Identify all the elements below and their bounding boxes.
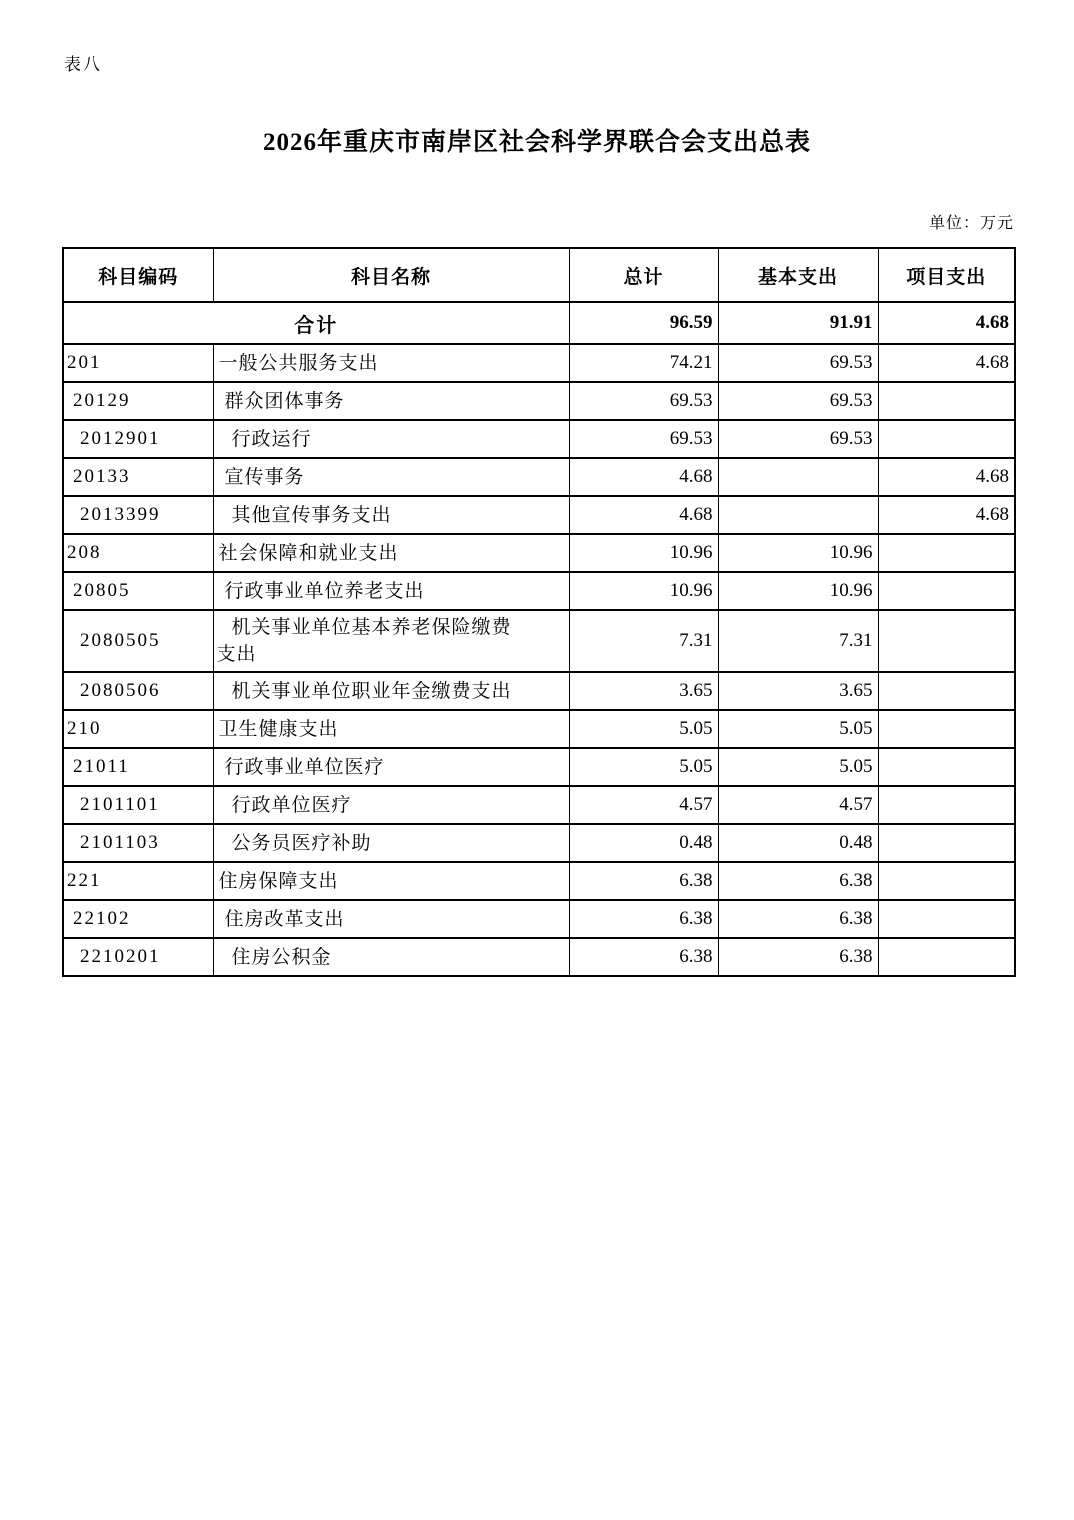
- basic-expenditure-cell: 69.53: [718, 420, 878, 458]
- budget-table: [62, 247, 1016, 977]
- table-row: [63, 382, 1015, 420]
- total-cell: 0.48: [569, 824, 718, 862]
- total-cell: 6.38: [569, 938, 718, 976]
- subject-code-cell: 2012901: [63, 420, 213, 458]
- table-row: [63, 672, 1015, 710]
- total-cell: 3.65: [569, 672, 718, 710]
- subject-name-cell: 行政运行: [213, 420, 569, 458]
- subject-name-cell: 住房改革支出: [213, 900, 569, 938]
- basic-expenditure-cell: 6.38: [718, 862, 878, 900]
- table-body: [63, 302, 1015, 976]
- subject-name-cell: 行政事业单位养老支出: [213, 572, 569, 610]
- basic-expenditure-cell: 6.38: [718, 938, 878, 976]
- subject-code-cell: 2080505: [63, 610, 213, 672]
- table-number-label: 表八: [64, 55, 102, 74]
- table-row: [63, 900, 1015, 938]
- project-expenditure-cell: [878, 672, 1015, 710]
- subject-name-cell: 一般公共服务支出: [213, 344, 569, 382]
- total-cell: 5.05: [569, 748, 718, 786]
- project-expenditure-cell: [878, 862, 1015, 900]
- total-cell: 10.96: [569, 534, 718, 572]
- subject-code-cell: 221: [63, 862, 213, 900]
- grand-total-basic: 91.91: [718, 302, 878, 344]
- unit-label: 单位：万元: [928, 215, 1014, 232]
- subject-code-cell: 2101101: [63, 786, 213, 824]
- total-cell: 10.96: [569, 572, 718, 610]
- subject-code-cell: 210: [63, 710, 213, 748]
- header-subject-name: 科目名称: [213, 248, 569, 302]
- table-row: [63, 534, 1015, 572]
- subject-name-cell: 机关事业单位基本养老保险缴费支出: [213, 610, 569, 672]
- project-expenditure-cell: [878, 534, 1015, 572]
- table-header-row: [63, 248, 1015, 302]
- basic-expenditure-cell: 3.65: [718, 672, 878, 710]
- basic-expenditure-cell: 69.53: [718, 344, 878, 382]
- subject-name-cell: 行政单位医疗: [213, 786, 569, 824]
- project-expenditure-cell: [878, 382, 1015, 420]
- subject-name-cell: 公务员医疗补助: [213, 824, 569, 862]
- project-expenditure-cell: [878, 572, 1015, 610]
- subject-name-cell: 住房保障支出: [213, 862, 569, 900]
- subject-code-cell: 20129: [63, 382, 213, 420]
- project-expenditure-cell: [878, 610, 1015, 672]
- grand-total-row: [63, 302, 1015, 344]
- subject-code-cell: 208: [63, 534, 213, 572]
- project-expenditure-cell: [878, 824, 1015, 862]
- table-row: [63, 862, 1015, 900]
- basic-expenditure-cell: 5.05: [718, 748, 878, 786]
- basic-expenditure-cell: 6.38: [718, 900, 878, 938]
- subject-code-cell: 22102: [63, 900, 213, 938]
- subject-code-cell: 201: [63, 344, 213, 382]
- table-row: [63, 824, 1015, 862]
- basic-expenditure-cell: 7.31: [718, 610, 878, 672]
- subject-code-cell: 2210201: [63, 938, 213, 976]
- header-basic-expenditure: 基本支出: [718, 248, 878, 302]
- subject-code-cell: 2013399: [63, 496, 213, 534]
- subject-code-cell: 20133: [63, 458, 213, 496]
- basic-expenditure-cell: [718, 458, 878, 496]
- total-cell: 74.21: [569, 344, 718, 382]
- total-cell: 4.57: [569, 786, 718, 824]
- table-row: [63, 344, 1015, 382]
- grand-total-label: 合计: [63, 302, 569, 344]
- basic-expenditure-cell: 10.96: [718, 534, 878, 572]
- grand-total-total: 96.59: [569, 302, 718, 344]
- subject-name-cell: 群众团体事务: [213, 382, 569, 420]
- project-expenditure-cell: [878, 786, 1015, 824]
- subject-code-cell: 21011: [63, 748, 213, 786]
- project-expenditure-cell: [878, 938, 1015, 976]
- table-row: [63, 786, 1015, 824]
- basic-expenditure-cell: [718, 496, 878, 534]
- page-title: 2026年重庆市南岸区社会科学界联合会支出总表: [262, 129, 811, 156]
- project-expenditure-cell: 4.68: [878, 458, 1015, 496]
- total-cell: 6.38: [569, 900, 718, 938]
- table-row: [63, 572, 1015, 610]
- basic-expenditure-cell: 10.96: [718, 572, 878, 610]
- project-expenditure-cell: [878, 748, 1015, 786]
- subject-code-cell: 2080506: [63, 672, 213, 710]
- subject-name-cell: 卫生健康支出: [213, 710, 569, 748]
- subject-code-cell: 2101103: [63, 824, 213, 862]
- table-row: [63, 748, 1015, 786]
- project-expenditure-cell: [878, 710, 1015, 748]
- basic-expenditure-cell: 5.05: [718, 710, 878, 748]
- total-cell: 4.68: [569, 496, 718, 534]
- table-row: [63, 496, 1015, 534]
- total-cell: 4.68: [569, 458, 718, 496]
- total-cell: 7.31: [569, 610, 718, 672]
- header-total: 总计: [569, 248, 718, 302]
- table-row: [63, 938, 1015, 976]
- basic-expenditure-cell: 0.48: [718, 824, 878, 862]
- subject-name-cell: 住房公积金: [213, 938, 569, 976]
- project-expenditure-cell: 4.68: [878, 496, 1015, 534]
- basic-expenditure-cell: 4.57: [718, 786, 878, 824]
- subject-name-cell: 行政事业单位医疗: [213, 748, 569, 786]
- total-cell: 6.38: [569, 862, 718, 900]
- subject-code-cell: 20805: [63, 572, 213, 610]
- subject-name-cell: 机关事业单位职业年金缴费支出: [213, 672, 569, 710]
- table-row: [63, 420, 1015, 458]
- basic-expenditure-cell: 69.53: [718, 382, 878, 420]
- subject-name-cell: 宣传事务: [213, 458, 569, 496]
- project-expenditure-cell: [878, 900, 1015, 938]
- grand-total-project: 4.68: [878, 302, 1015, 344]
- header-subject-code: 科目编码: [63, 248, 213, 302]
- header-project-expenditure: 项目支出: [878, 248, 1015, 302]
- project-expenditure-cell: [878, 420, 1015, 458]
- table-row: [63, 710, 1015, 748]
- subject-name-cell: 其他宣传事务支出: [213, 496, 569, 534]
- total-cell: 69.53: [569, 382, 718, 420]
- total-cell: 5.05: [569, 710, 718, 748]
- subject-name-cell: 社会保障和就业支出: [213, 534, 569, 572]
- project-expenditure-cell: 4.68: [878, 344, 1015, 382]
- table-row: [63, 458, 1015, 496]
- table-row: [63, 610, 1015, 672]
- total-cell: 69.53: [569, 420, 718, 458]
